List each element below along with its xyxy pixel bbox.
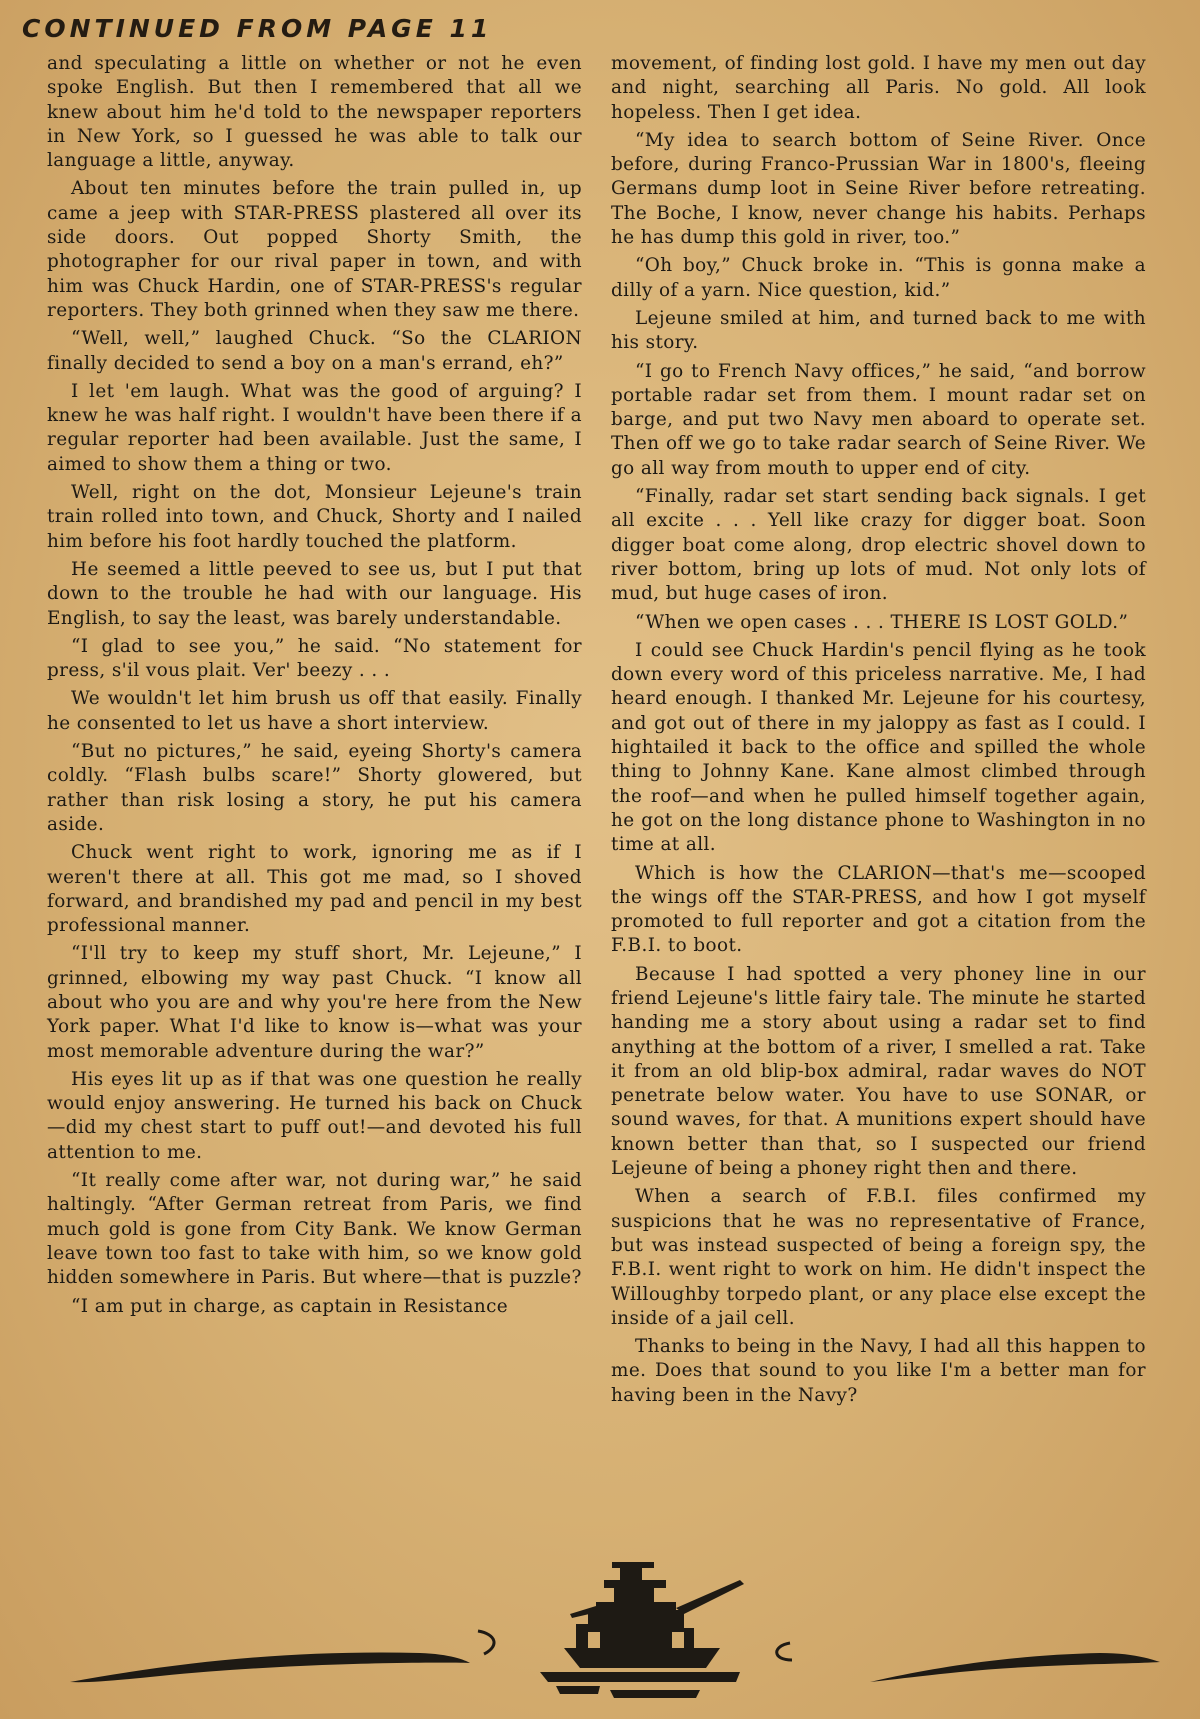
right-splash [777,1643,792,1660]
ship-illustration [0,1550,1200,1719]
paragraph: “But no pictures,” he said, eyeing Shorty's camera coldly. “Flash bulbs scare!” Shorty glowered, but rather than risk losing a story, he put his camera aside. [47,741,582,835]
paragraph: and speculating a little on whether or not he even spoke English. But then I remembered that all we knew about him he'd told to the newspaper reporters in New York, so I guessed he was able to talk our language a little, anyway. [47,53,582,172]
paragraph: About ten minutes before the train pulled in, up came a jeep with STAR-PRESS plastered all over its side doors. Out popped Shorty Smith, the photographer for our rival paper in town, and with him was Chuck Hardin, one of STAR-PRESS's regular reporters. They both grinned when they saw me there. [47,178,582,321]
right-column [611,52,1146,1412]
left-column [47,52,582,1323]
paragraph: I could see Chuck Hardin's pencil flying as he took down every word of this priceless narrative. Me, I had heard enough. I thanked Mr. Lejeune for his courtesy, and got out of there in my jaloppy as fast as I could. I hightailed it back to the office and spilled the whole thing to Johnny Kane. Kane almost climbed through the roof—and when he pulled himself together again, he got on the long distance phone to Washington in no time at all. [611,639,1146,856]
paragraph: “Oh boy,” Chuck broke in. “This is gonna make a dilly of a yarn. Nice question, kid.” [611,255,1146,301]
paragraph: “My idea to search bottom of Seine River. Once before, during Franco-Prussian War in 1800's, fleeing Germans dump loot in Seine River before retreating. The Boche, I know, never change his habits. Perhaps he has dump this gold in river, too.” [611,129,1146,249]
right-wave-stroke [870,1653,1160,1682]
left-wave-stroke [70,1653,470,1683]
paragraph: “Finally, radar set start sending back signals. I get all excite . . . Yell like crazy for digger boat. Soon digger boat come along, drop electric shovel down to river bottom, bring up lots of mud. Not only lots of mud, but huge cases of iron. [611,486,1146,605]
paragraph: “I'll try to keep my stuff short, Mr. Lejeune,” I grinned, elbowing my way past Chuck. “I know all about who you are and why you're here from the New York paper. What I'd like to know is—what was your most memorable adventure during the war?” [47,943,582,1062]
ship-icon [540,1562,744,1698]
paragraph: movement, of finding lost gold. I have my men out day and night, searching all Paris. No gold. All look hopeless. Then I get idea. [611,53,1146,123]
paragraph: He seemed a little peeved to see us, but I put that down to the trouble he had with our language. His English, to say the least, was barely understandable. [47,558,582,629]
paragraph: “Well, well,” laughed Chuck. “So the CLARION finally decided to send a boy on a man's errand, eh?” [47,328,582,374]
paragraph: I let 'em laugh. What was the good of arguing? I knew he was half right. I wouldn't have been there if a regular reporter had been available. Just the same, I aimed to show them a thing or two. [47,380,582,475]
paragraph: Thanks to being in the Navy, I had all this happen to me. Does that sound to you like I'm a better man for having been in the Navy? [611,1336,1146,1406]
left-splash [478,1631,494,1654]
paragraph: When a search of F.B.I. files confirmed my suspicions that he was no representative of France, but was instead suspected of being a foreign spy, the F.B.I. went right to work on him. He didn't inspect the Willoughby torpedo plant, or any place else except the inside of a jail cell. [611,1186,1146,1329]
paragraph: “I glad to see you,” he said. “No statement for press, s'il vous plait. Ver' beezy . . . [47,635,582,682]
continued-header: CONTINUED FROM PAGE 11 [22,14,493,43]
paragraph: “I am put in charge, as captain in Resistance [71,1295,509,1317]
paragraph: “It really come after war, not during war,” he said haltingly. “After German retreat from Paris, we find much gold is gone from City Bank. We know German leave town too fast to take with him, so we know gold hidden somewhere in Paris. But where—that is puzzle? [47,1170,582,1289]
paragraph: We wouldn't let him brush us off that easily. Finally he consented to let us have a short interview. [47,688,582,734]
paragraph: “When we open cases . . . THERE IS LOST GOLD.” [635,611,1129,633]
paragraph: Lejeune smiled at him, and turned back to me with his story. [611,307,1146,354]
paragraph: His eyes lit up as if that was one question he really would enjoy answering. He turned his back on Chuck—did my chest start to puff out!—and devoted his full attention to me. [47,1068,582,1163]
paragraph: Chuck went right to work, ignoring me as if I weren't there at all. This got me mad, so I shoved forward, and brandished my pad and pencil in my best professional manner. [47,842,582,937]
paragraph: “I go to French Navy offices,” he said, “and borrow portable radar set from them. I mount radar set on barge, and put two Navy men aboard to operate set. Then off we go to take radar search of Seine River. We go all way from mouth to upper end of city. [611,360,1146,479]
paragraph: Well, right on the dot, Monsieur Lejeune's train train rolled into town, and Chuck, Shorty and I nailed him before his foot hardly touched the platform. [47,482,582,552]
paragraph: Which is how the CLARION—that's me—scooped the wings off the STAR-PRESS, and how I got myself promoted to full reporter and got a citation from the F.B.I. to boot. [611,862,1146,957]
paragraph: Because I had spotted a very phoney line in our friend Lejeune's little fairy tale. The minute he started handing me a story about using a radar set to find anything at the bottom of a river, I smelled a rat. Take it from an old blip-box admiral, radar waves do NOT penetrate below water. You have to use SONAR, or sound waves, for that. A munitions expert should have known better than that, so I suspected our friend Lejeune of being a phoney right then and there. [611,963,1146,1180]
